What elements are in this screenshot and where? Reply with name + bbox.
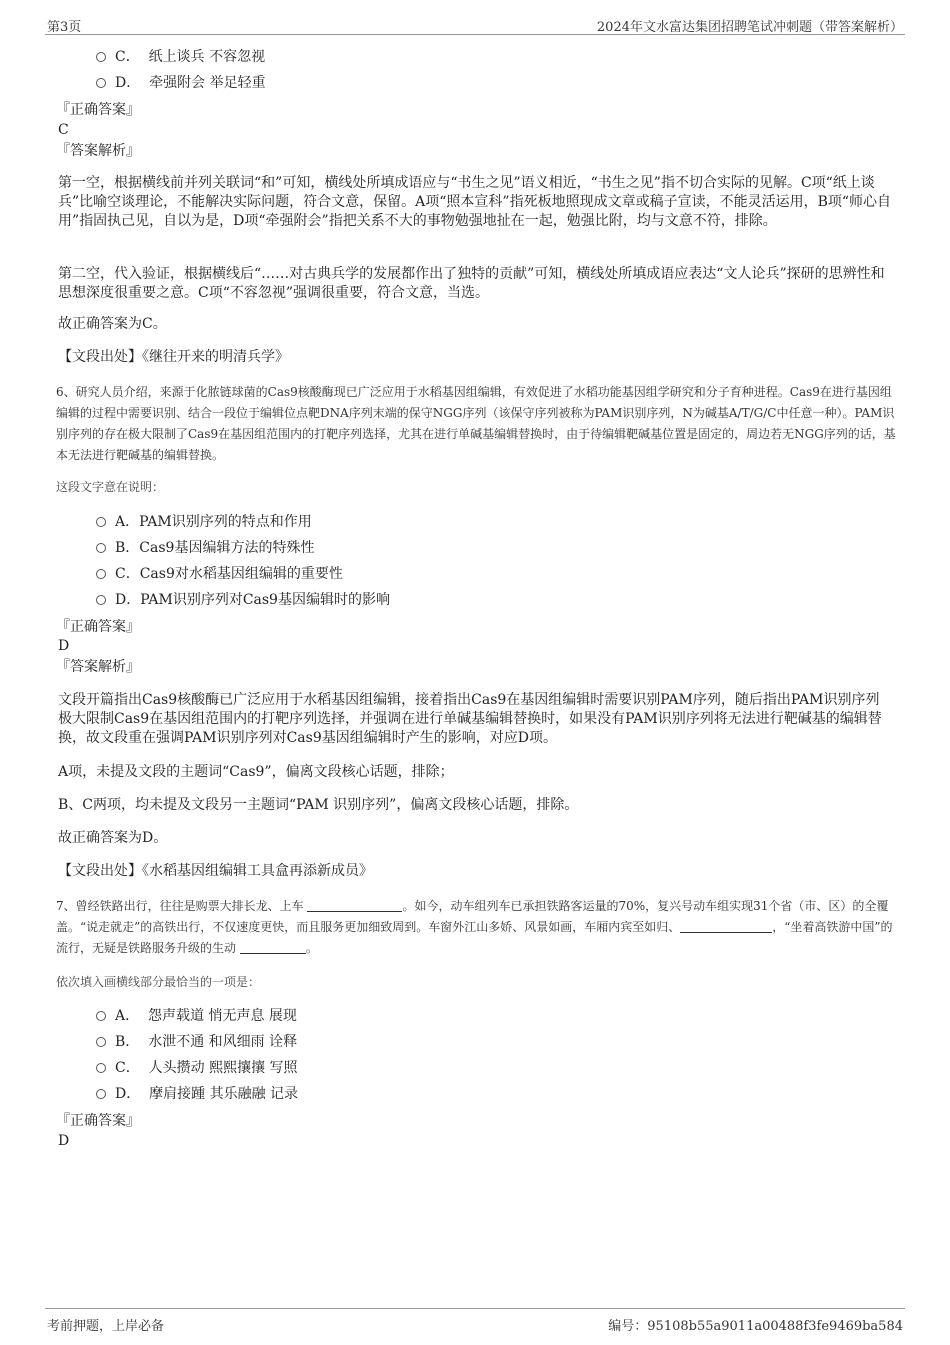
source: 【文段出处】《继往开来的明清兵学》 [58, 349, 289, 365]
option-a[interactable]: A．PAM识别序列的特点和作用 [96, 512, 312, 532]
option-d[interactable]: D．PAM识别序列对Cas9基因编辑时的影响 [96, 590, 390, 610]
radio-button[interactable] [96, 78, 106, 88]
option-c[interactable]: C． 纸上谈兵 不容忽视 [96, 47, 265, 67]
analysis-paragraph: B、C两项，均未提及文段另一主题词“PAM 识别序列”，偏离文段核心话题，排除。 [58, 797, 579, 813]
option-c[interactable]: C． 人头攒动 熙熙攘攘 写照 [96, 1058, 298, 1078]
option-b[interactable]: B． 水泄不通 和风细雨 诠释 [96, 1032, 297, 1052]
option-d[interactable]: D． 摩肩接踵 其乐融融 记录 [96, 1084, 298, 1104]
radio-button[interactable] [96, 1063, 106, 1073]
analysis-paragraph: 第一空，根据横线前并列关联词“和”可知，横线处所填成语应与“书生之见”语义相近，“书生之见”指不切合实际的见解。C项“纸上谈兵”比喻空谈理论，不能解决实际问题，符合文意，保留。A项“照本宣科”指死板地照现成文章或稿子宣读，不能灵活运用，B项“师心自用”指固执己见，自以为是，D项“牵强附会”指把关系不大的事物勉强地扯在一起，勉强比附，均与文意不符，排除。 [58, 175, 892, 229]
conclusion: 故正确答案为D。 [58, 830, 168, 846]
option-a[interactable]: A． 怨声载道 悄无声息 展现 [96, 1006, 297, 1026]
document-code: 编号：95108b55a9011a00488f3fe9469ba584 [608, 1319, 903, 1334]
fill-blank [240, 941, 306, 954]
source: 【文段出处】《水稻基因组编辑工具盒再添新成员》 [58, 863, 373, 879]
answer-label: 『正确答案』 [56, 619, 140, 635]
analysis-label: 『答案解析』 [56, 143, 140, 159]
option-d[interactable]: D． 牵强附会 举足轻重 [96, 73, 266, 93]
conclusion: 故正确答案为C。 [58, 316, 167, 332]
answer-value: D [58, 1133, 70, 1149]
question-stem: 6、研究人员介绍，来源于化脓链球菌的Cas9核酸酶现已广泛应用于水稻基因组编辑，有效促进了水稻功能基因组学研究和分子育种进程。Cas9在进行基因组编辑的过程中需要识别、结合一段位于编辑位点靶DNA序列末端的保守NGG序列（该保守序列被称为PAM识别序列，N为碱基A/T/G/C中任意一种）。PAM识别序列的存在极大限制了Cas9在基因组范围内的打靶序列选择，尤其在进行单碱基编辑替换时，由于待编辑靶碱基位置是固定的，周边若无NGG序列的话，基本无法进行靶碱基的编辑替换。 [56, 385, 896, 462]
analysis-paragraph: 第二空，代入验证，根据横线后“……对古典兵学的发展都作出了独特的贡献”可知，横线处所填成语应表达“文人论兵”探研的思辨性和思想深度很重要之意。C项“不容忽视”强调很重要，符合文意，当选。 [58, 266, 885, 301]
document-title: 2024年文水富达集团招聘笔试冲刺题（带答案解析） [596, 20, 903, 35]
answer-label: 『正确答案』 [56, 1113, 140, 1129]
answer-label: 『正确答案』 [56, 102, 140, 118]
analysis-label: 『答案解析』 [56, 659, 140, 675]
question-prompt: 依次填入画横线部分最恰当的一项是： [56, 975, 261, 989]
radio-button[interactable] [96, 595, 106, 605]
page-header [45, 14, 905, 35]
question-stem: 7、曾经铁路出行，往往是购票大排长龙、上车 。如今，动车组列车已承担铁路客运量的70%，复兴号动车组实现31个省（市、区）的全覆盖。“说走就走”的高铁出行，不仅速度更快，而且服务更加细致周到。车窗外江山多娇、风景如画，车厢内宾至如归、 ，“坐着高铁游中国”的流行，无疑是铁路服务升级的生动 。 [56, 899, 893, 955]
footer-slogan: 考前押题，上岸必备 [47, 1319, 165, 1334]
answer-value: D [58, 638, 70, 654]
page-footer [45, 1308, 905, 1339]
analysis-paragraph: 文段开篇指出Cas9核酸酶已广泛应用于水稻基因组编辑，接着指出Cas9在基因组编辑时需要识别PAM序列，随后指出PAM识别序列极大限制Cas9在基因组范围内的打靶序列选择，并强调在进行单碱基编辑替换时，如果没有PAM识别序列将无法进行靶碱基的编辑替换，故文段重在强调PAM识别序列对Cas9基因组编辑时产生的影响，对应D项。 [58, 692, 882, 746]
radio-button[interactable] [96, 569, 106, 579]
analysis-paragraph: A项，未提及文段的主题词“Cas9”，偏离文段核心话题，排除； [58, 764, 454, 780]
radio-button[interactable] [96, 1011, 106, 1021]
question-prompt: 这段文字意在说明： [56, 480, 165, 494]
radio-button[interactable] [96, 52, 106, 62]
option-c[interactable]: C．Cas9对水稻基因组编辑的重要性 [96, 564, 343, 584]
radio-button[interactable] [96, 517, 106, 527]
radio-button[interactable] [96, 543, 106, 553]
fill-blank [680, 920, 772, 933]
fill-blank [307, 899, 402, 912]
page-number: 第3页 [47, 20, 82, 35]
radio-button[interactable] [96, 1089, 106, 1099]
option-b[interactable]: B．Cas9基因编辑方法的特殊性 [96, 538, 314, 558]
answer-value: C [58, 122, 69, 138]
radio-button[interactable] [96, 1037, 106, 1047]
